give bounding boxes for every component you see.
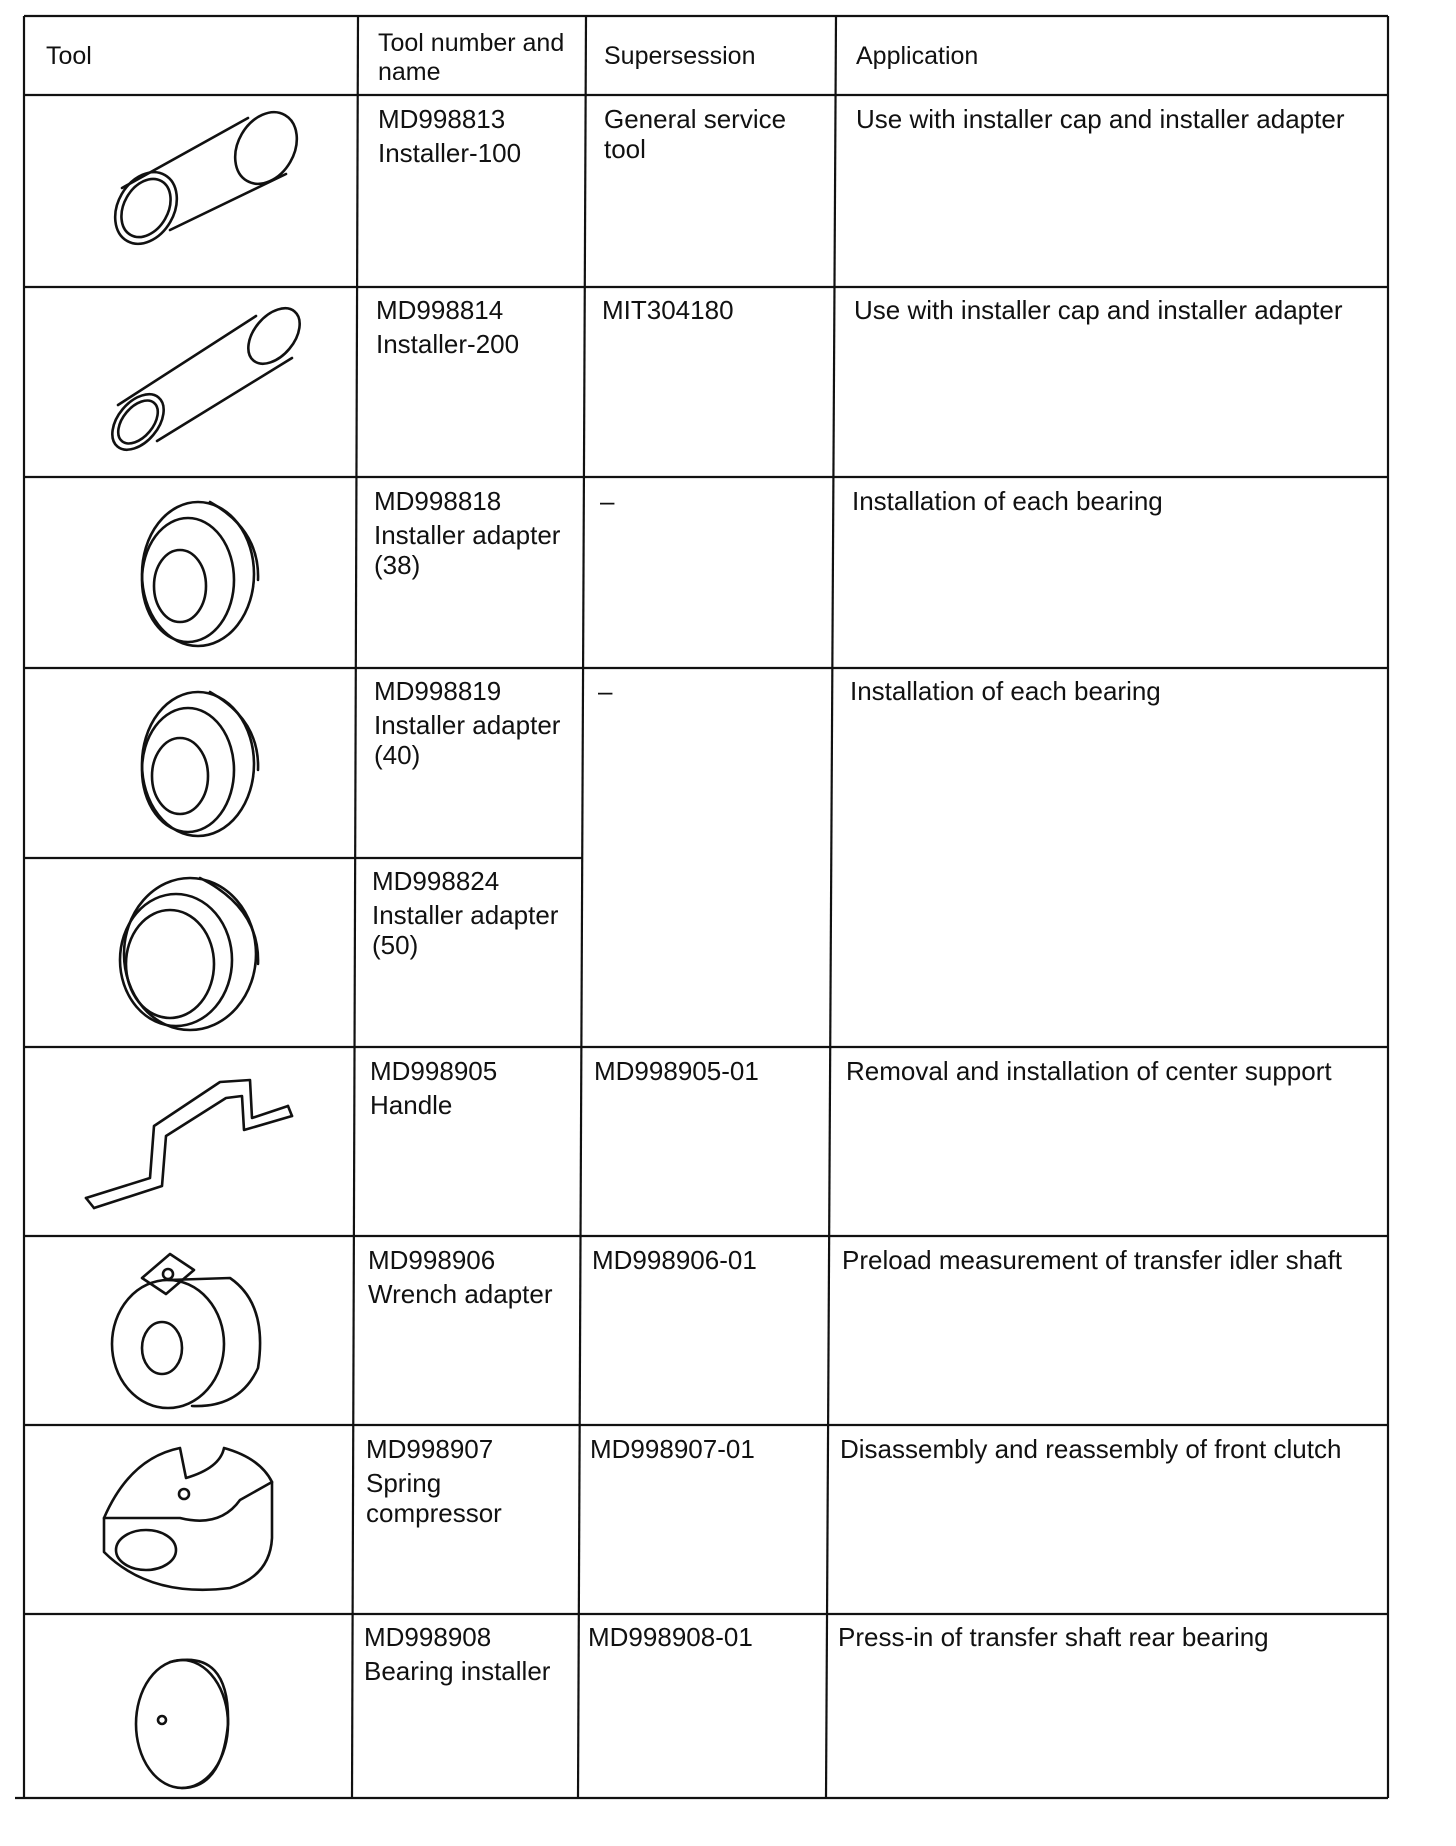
installer-adapter-40-icon: [110, 680, 290, 850]
application: Use with installer cap and installer adapter: [854, 295, 1343, 325]
installer-100-icon: [60, 110, 340, 280]
supersession: –: [598, 676, 613, 706]
supersession: MD998905-01: [594, 1056, 759, 1086]
installer-adapter-38-icon: [110, 490, 290, 660]
application: Disassembly and reassembly of front clutch: [840, 1434, 1342, 1464]
application: Removal and installation of center support: [846, 1056, 1332, 1086]
header-supersession: Supersession: [604, 42, 756, 70]
bearing-installer-icon: [110, 1628, 290, 1798]
installer-adapter-50-icon: [90, 868, 290, 1040]
header-application: Application: [856, 42, 979, 70]
supersession: MD998906-01: [592, 1245, 757, 1275]
tool-name: Installer adapter (40): [374, 710, 561, 770]
header-tool-number-name: Tool number and name: [378, 29, 565, 86]
tool-name: Handle: [370, 1090, 453, 1120]
tool-number: MD998824: [372, 866, 500, 896]
installer-200-icon: [60, 300, 340, 470]
handle-icon: [70, 1058, 310, 1228]
tool-name: Bearing installer: [364, 1656, 551, 1686]
tool-name: Installer-200: [376, 329, 520, 359]
tool-name: Installer-100: [378, 138, 522, 168]
supersession: MD998908-01: [588, 1622, 753, 1652]
application: Installation of each bearing: [850, 676, 1161, 706]
wrench-adapter-icon: [100, 1248, 300, 1418]
tool-number: MD998818: [374, 486, 502, 516]
tool-number: MD998813: [378, 104, 506, 134]
tool-name: Wrench adapter: [368, 1279, 553, 1309]
supersession: –: [600, 486, 615, 516]
tool-number: MD998814: [376, 295, 504, 325]
tool-number: MD998907: [366, 1434, 494, 1464]
application: Use with installer cap and installer adapter: [856, 104, 1345, 134]
tool-number: MD998906: [368, 1245, 496, 1275]
tool-number: MD998905: [370, 1056, 498, 1086]
spring-compressor-icon: [90, 1438, 310, 1608]
application: Preload measurement of transfer idler shaft: [842, 1245, 1343, 1275]
header-tool: Tool: [46, 42, 92, 70]
tool-number: MD998908: [364, 1622, 492, 1652]
supersession: MIT304180: [602, 295, 734, 325]
supersession: MD998907-01: [590, 1434, 755, 1464]
application: Installation of each bearing: [852, 486, 1163, 516]
tool-number: MD998819: [374, 676, 502, 706]
supersession: General service tool: [604, 104, 787, 164]
tool-name: Spring compressor: [366, 1468, 502, 1528]
tool-name: Installer adapter (50): [372, 900, 559, 960]
tool-name: Installer adapter (38): [374, 520, 561, 580]
application: Press-in of transfer shaft rear bearing: [838, 1622, 1269, 1652]
